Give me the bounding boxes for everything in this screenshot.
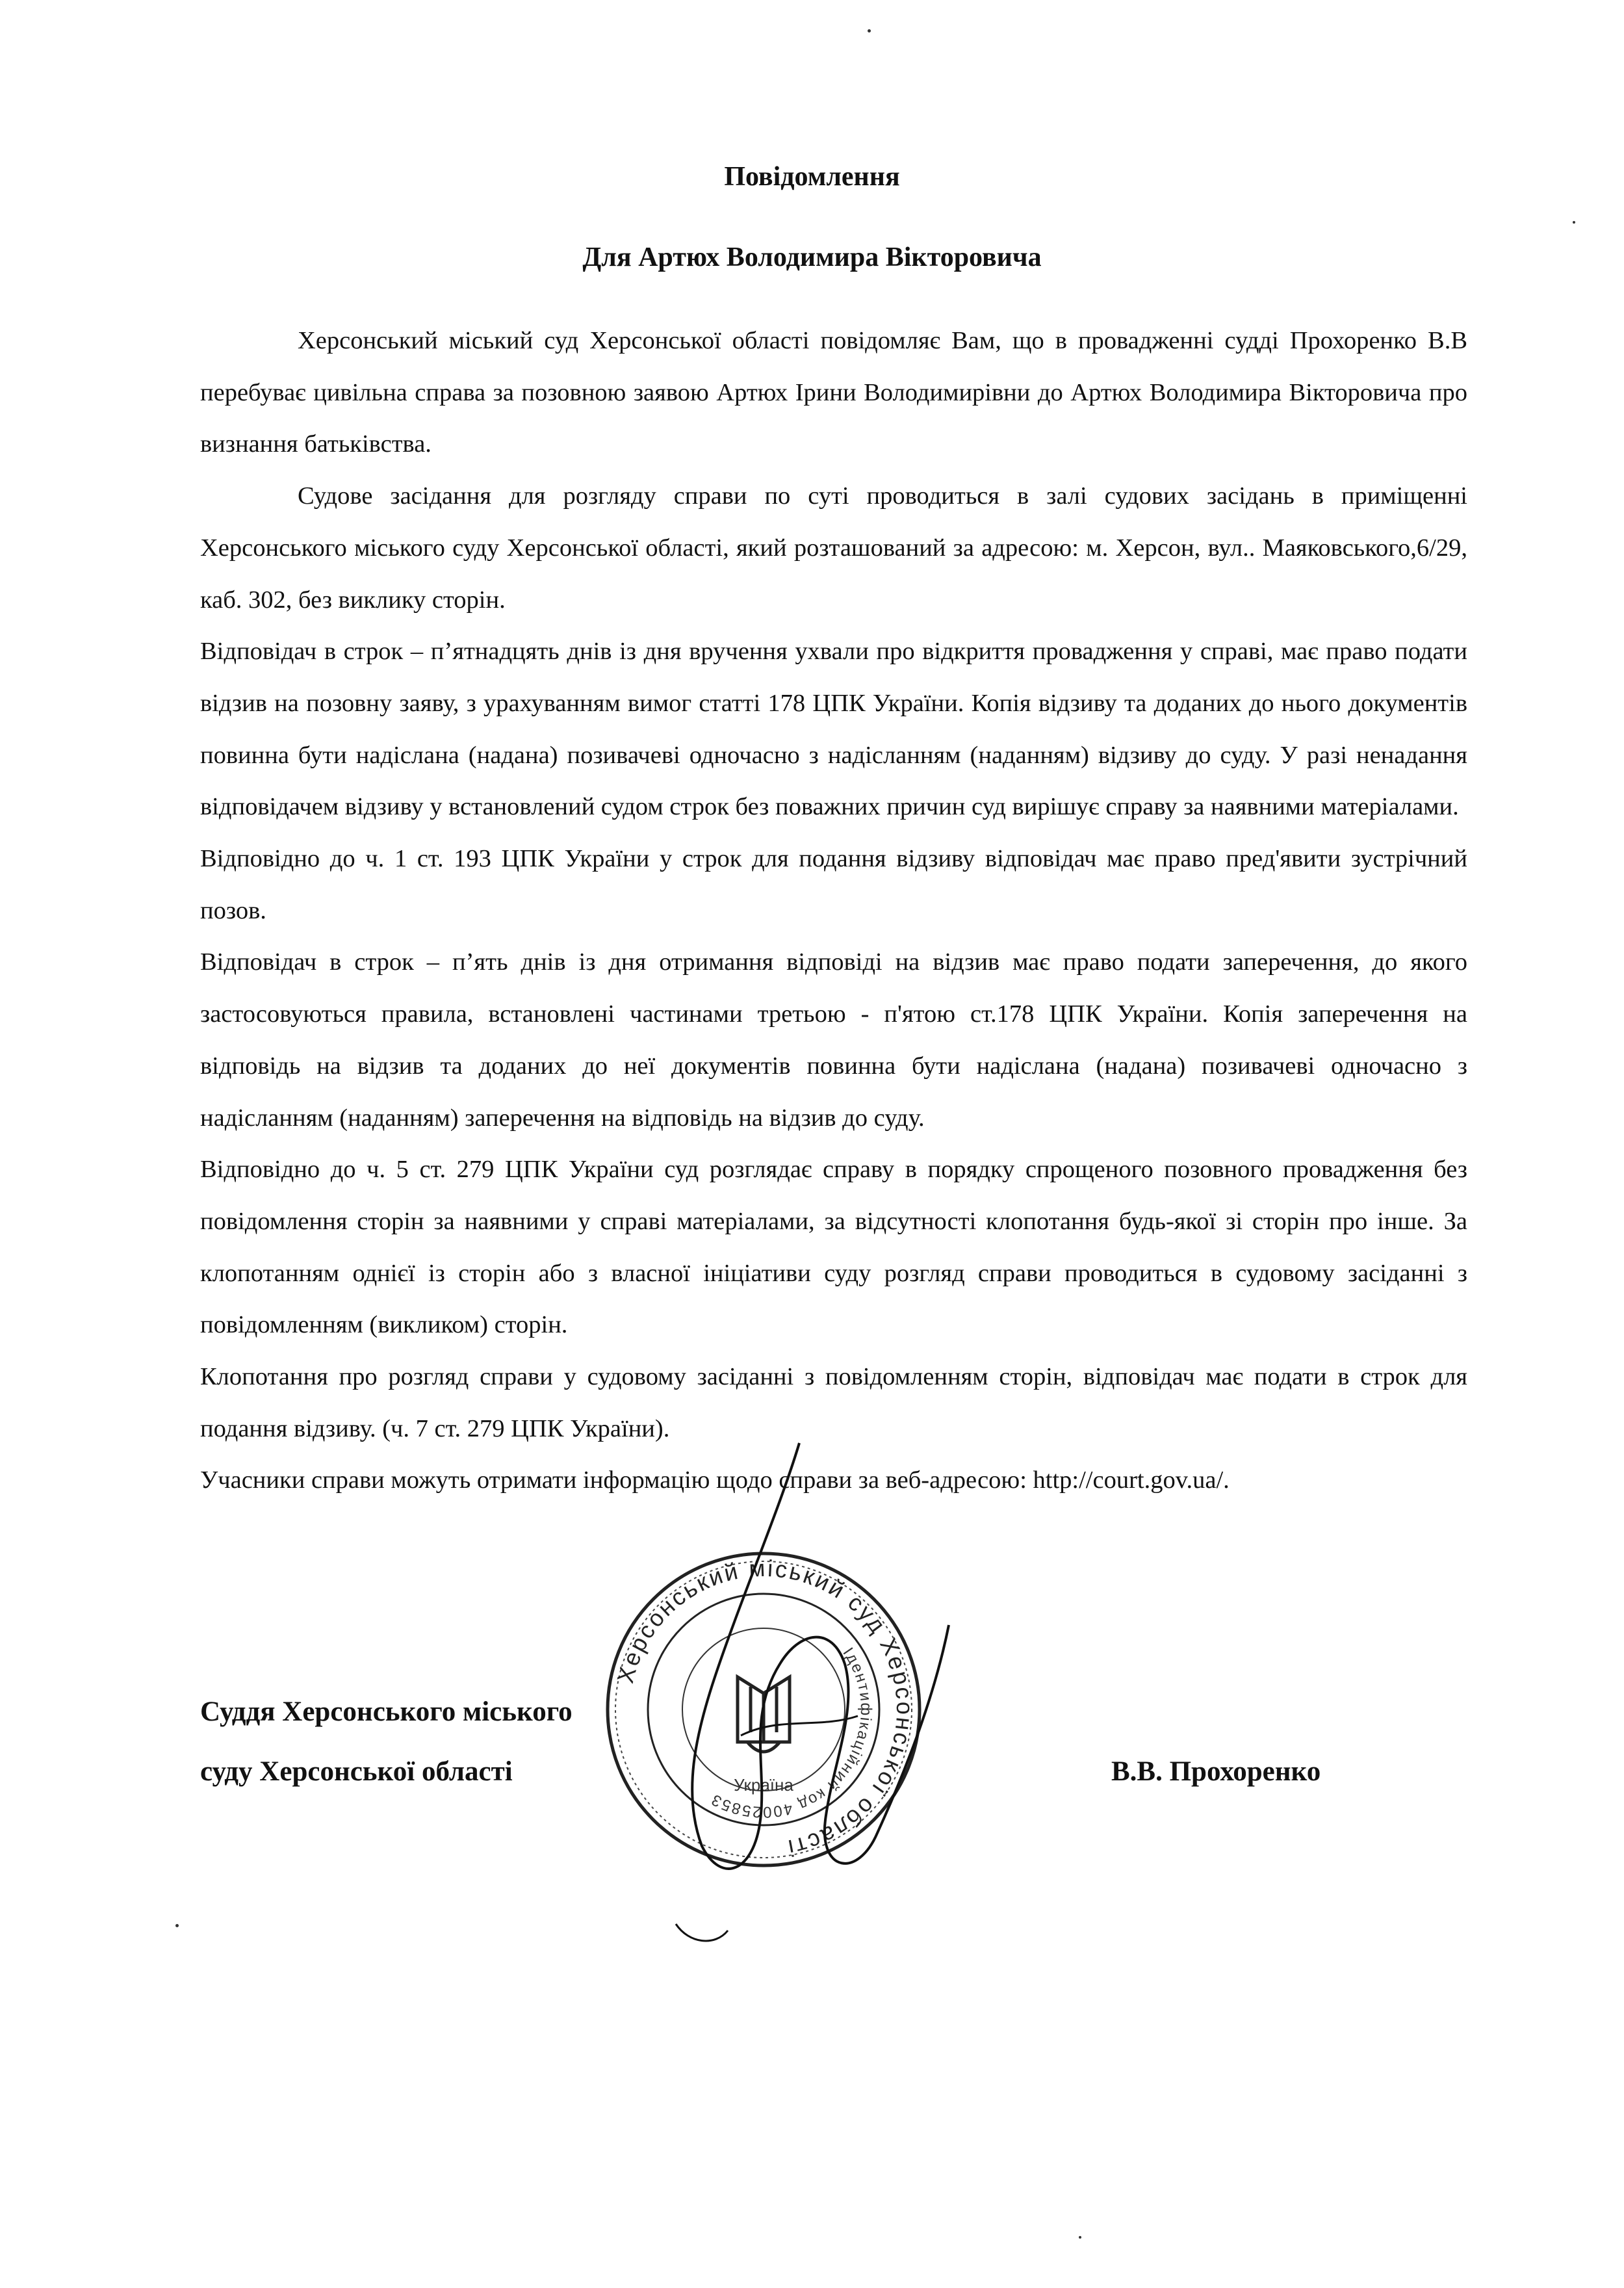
paragraph-response-deadline: Відповідач в строк – п’ятнадцять днів із дня вручення ухвали про відкриття провадження у справі, має право подати відзив на позовну заяву, з урахуванням вимог статті 178 ЦПК України. Копія відзиву та доданих до нього документів повинна бути надіслана (надана) позивачеві одночасно з надісланням (наданням) відзиву до суду. У разі ненадання відповідачем відзиву у встановлений судом строк без поважних причин суд вирішує справу за наявними матеріалами. bbox=[200, 638, 1467, 821]
signature-position-line2: суду Херсонської області bbox=[200, 1756, 513, 1787]
scan-speck bbox=[1079, 2236, 1081, 2239]
paragraph-counterclaim: Відповідно до ч. 1 ст. 193 ЦПК України у строк для подання відзиву відповідач має право пред'явити зустрічний позов. bbox=[200, 845, 1467, 924]
stamp-inner-text: Ідентифікаційний код 40025853 bbox=[707, 1644, 875, 1821]
stamp-outer-text: Херсонський міський суд Херсонської області bbox=[612, 1554, 919, 1862]
scan-speck bbox=[868, 29, 871, 32]
addressee-heading: Для Артюх Володимира Вікторовича bbox=[582, 242, 1042, 272]
paragraph-simplified-procedure: Відповідно до ч. 5 ст. 279 ЦПК України суд розглядає справу в порядку спрощеного позовного провадження без повідомлення сторін за наявними у справі матеріалами, за відсутності клопотання будь-якої зі сторін про інше. За клопотанням однієї із сторін або з власної ініціативи суду розгляд справи проводиться в судовому засіданні з повідомленням (викликом) сторін. bbox=[200, 1156, 1467, 1339]
paragraph-motion: Клопотання про розгляд справи у судовому засіданні з повідомленням сторін, відповідач має подати в строк для подання відзиву. (ч. 7 ст. 279 ЦПК України). bbox=[200, 1363, 1467, 1442]
paragraph-notice: Херсонський міський суд Херсонської області повідомляє Вам, що в провадженні судді Прохоренко В.В перебуває цивільна справа за позовною заявою Артюх Ірини Володимирівни до Артюх Володимира Вікторовича про визнання батьківства. bbox=[200, 327, 1467, 458]
document-body bbox=[200, 315, 1467, 1507]
signature-position bbox=[200, 1682, 573, 1802]
signatory-name: В.В. Прохоренко bbox=[1111, 1756, 1321, 1787]
document-title: Повідомлення bbox=[724, 162, 900, 192]
paragraph-web-info: Учасники справи можуть отримати інформацію щодо справи за веб-адресою: http://court.gov.ua/. bbox=[200, 1466, 1230, 1494]
stamp-country-text: Україна bbox=[734, 1775, 793, 1795]
paragraph-hearing: Судове засідання для розгляду справи по суті проводиться в залі судових засідань в приміщенні Херсонського міського суду Херсонської області, який розташований за адресою: м. Херсон, вул.. Маяковського,6/29, каб. 302, без виклику сторін. bbox=[200, 482, 1467, 614]
signature-position-line1: Суддя Херсонського міського bbox=[200, 1696, 573, 1727]
scan-speck bbox=[175, 1924, 179, 1927]
paragraph-objection: Відповідач в строк – п’ять днів із дня отримання відповіді на відзив має право подати заперечення, до якого застосовуються правила, встановлені частинами третьою - п'ятою ст.178 ЦПК України. Копія заперечення на відповідь на відзив та доданих до неї документів повинна бути надіслана (надана) позивачеві одночасно з надісланням (наданням) заперечення на відповідь на відзив до суду. bbox=[200, 948, 1467, 1132]
handwritten-signature bbox=[585, 1430, 1040, 1950]
scan-speck bbox=[1573, 221, 1575, 224]
